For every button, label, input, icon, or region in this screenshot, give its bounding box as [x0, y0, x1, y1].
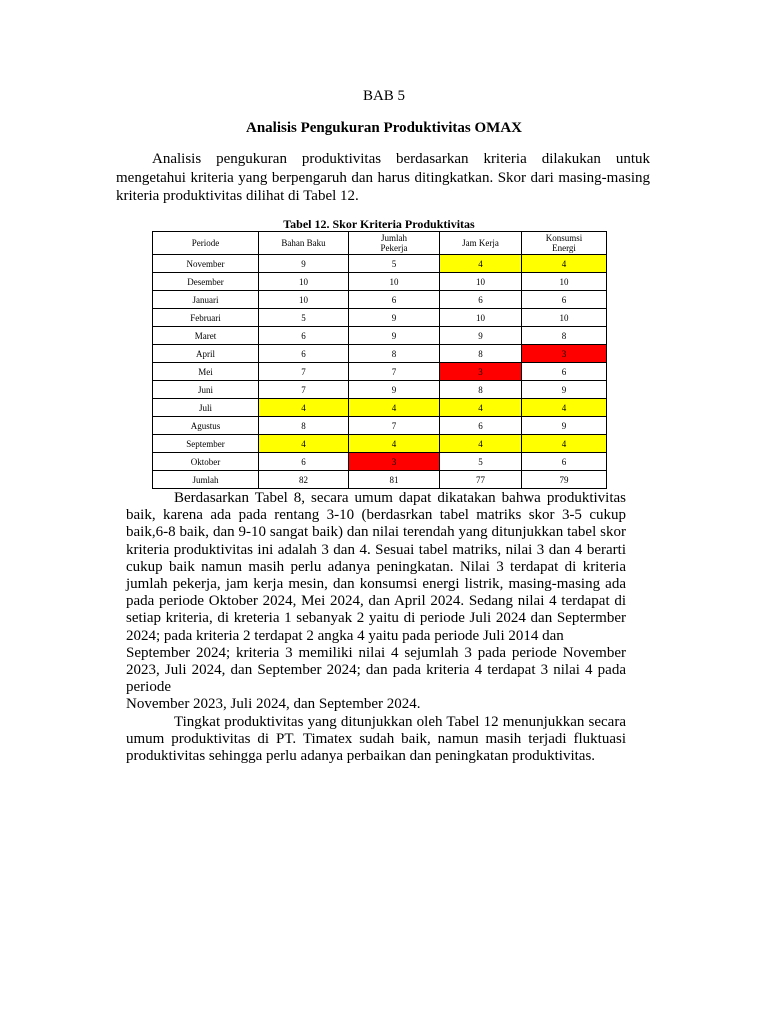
table-body — [153, 255, 607, 489]
score-cell: 79 — [522, 471, 607, 489]
score-cell: 6 — [440, 291, 522, 309]
score-cell: 7 — [259, 363, 349, 381]
score-cell: 8 — [440, 381, 522, 399]
score-cell: 5 — [349, 255, 440, 273]
table-row — [153, 453, 607, 471]
table-caption: Tabel 12. Skor Kriteria Produktivitas — [283, 217, 475, 231]
table-row — [153, 255, 607, 273]
score-cell: 10 — [259, 291, 349, 309]
period-cell: Mei — [153, 363, 259, 381]
score-cell: 82 — [259, 471, 349, 489]
score-cell: 7 — [259, 381, 349, 399]
score-cell: 9 — [522, 381, 607, 399]
discussion-paragraph-2: September 2024; kriteria 3 memiliki nilai 4 sejumlah 3 pada periode November 2023, Juli 2024, dan September 2024; dan pada kriteria 4 terdapat 3 nilai 4 pada periode — [126, 644, 626, 696]
discussion-paragraph-4: Tingkat produktivitas yang ditunjukkan oleh Tabel 12 menunjukkan secara umum produktivitas di PT. Timatex sudah baik, namun masih terjadi fluktuasi produktivitas sehingga perlu adanya perbaikan dan peningkatan produktivitas. — [126, 713, 626, 765]
discussion-paragraph-3: November 2023, Juli 2024, dan September 2024. — [126, 696, 421, 713]
score-cell: 10 — [440, 309, 522, 327]
discussion-text — [126, 490, 626, 765]
chapter-heading: BAB 5 — [362, 88, 406, 104]
score-cell: 3 — [522, 345, 607, 363]
score-cell: 4 — [259, 399, 349, 417]
period-cell: Juli — [153, 399, 259, 417]
score-cell: 9 — [349, 309, 440, 327]
table-row — [153, 327, 607, 345]
score-cell: 10 — [349, 273, 440, 291]
score-cell: 10 — [259, 273, 349, 291]
score-cell: 3 — [440, 363, 522, 381]
table-row — [153, 417, 607, 435]
score-cell: 9 — [349, 381, 440, 399]
score-cell: 81 — [349, 471, 440, 489]
score-cell: 9 — [349, 327, 440, 345]
score-cell: 77 — [440, 471, 522, 489]
score-cell: 4 — [440, 255, 522, 273]
column-header: Bahan Baku — [259, 232, 349, 255]
score-cell: 7 — [349, 417, 440, 435]
period-cell: Agustus — [153, 417, 259, 435]
period-cell: Februari — [153, 309, 259, 327]
discussion-paragraph-1: Berdasarkan Tabel 8, secara umum dapat dikatakan bahwa produktivitas baik, karena ada pada rentang 3-10 (berdasrkan tabel matriks skor 3-5 cukup baik,6-8 baik, dan 9-10 sangat baik) dan nilai terendah yang ditunjukkan tabel skor kriteria produktivitas ini adalah 3 dan 4. Sesuai tabel matriks, nilai 3 dan 4 berarti cukup baik namun masih perlu adanya peningkatan. Nilai 3 terdapat di kriteria jumlah pekerja, jam kerja mesin, dan konsumsi energi listrik, masing-masing ada pada periode Oktober 2024, Mei 2024, dan April 2024. Sedang nilai 4 terdapat di setiap kriteria, di kreteria 1 sebanyak 2 yaitu di periode Juli 2024 dan Septermber 2024; pada kriteria 2 terdapat 2 angka 4 yaitu pada periode Juli 2014 dan — [126, 490, 626, 644]
productivity-score-table — [152, 231, 607, 489]
score-cell: 6 — [259, 453, 349, 471]
score-cell: 5 — [259, 309, 349, 327]
column-header: Konsumsi Energi — [522, 232, 607, 255]
score-cell: 9 — [440, 327, 522, 345]
score-cell: 8 — [522, 327, 607, 345]
column-header: Periode — [153, 232, 259, 255]
table-header-row — [153, 232, 607, 255]
period-cell: Desember — [153, 273, 259, 291]
score-cell: 9 — [522, 417, 607, 435]
period-cell: Maret — [153, 327, 259, 345]
score-cell: 4 — [259, 435, 349, 453]
period-cell: November — [153, 255, 259, 273]
score-cell: 10 — [440, 273, 522, 291]
score-cell: 10 — [522, 273, 607, 291]
score-cell: 8 — [349, 345, 440, 363]
table-row — [153, 291, 607, 309]
period-cell: Juni — [153, 381, 259, 399]
score-cell: 3 — [349, 453, 440, 471]
score-cell: 5 — [440, 453, 522, 471]
score-cell: 8 — [259, 417, 349, 435]
score-cell: 6 — [259, 327, 349, 345]
period-cell: September — [153, 435, 259, 453]
table-row — [153, 381, 607, 399]
period-cell: Jumlah — [153, 471, 259, 489]
table-row — [153, 345, 607, 363]
table-row — [153, 399, 607, 417]
score-cell: 6 — [440, 417, 522, 435]
period-cell: Oktober — [153, 453, 259, 471]
score-cell: 10 — [522, 309, 607, 327]
period-cell: Januari — [153, 291, 259, 309]
score-cell: 4 — [522, 255, 607, 273]
score-cell: 4 — [522, 435, 607, 453]
score-cell: 6 — [349, 291, 440, 309]
column-header: Jam Kerja — [440, 232, 522, 255]
score-cell: 4 — [440, 435, 522, 453]
period-cell: April — [153, 345, 259, 363]
score-cell: 4 — [349, 399, 440, 417]
score-cell: 6 — [259, 345, 349, 363]
score-cell: 6 — [522, 291, 607, 309]
score-cell: 9 — [259, 255, 349, 273]
table-row — [153, 363, 607, 381]
score-cell: 7 — [349, 363, 440, 381]
score-cell: 4 — [349, 435, 440, 453]
table-row — [153, 435, 607, 453]
table-row — [153, 471, 607, 489]
score-cell: 4 — [522, 399, 607, 417]
score-cell: 4 — [440, 399, 522, 417]
score-cell: 6 — [522, 363, 607, 381]
table-row — [153, 309, 607, 327]
table-row — [153, 273, 607, 291]
section-title: Analisis Pengukuran Produktivitas OMAX — [245, 120, 523, 136]
intro-paragraph: Analisis pengukuran produktivitas berdasarkan kriteria dilakukan untuk mengetahui kriteria yang berpengaruh dan harus ditingkatkan. Skor dari masing-masing kriteria produktivitas dilihat di Tabel 12. — [116, 151, 650, 204]
score-cell: 8 — [440, 345, 522, 363]
column-header: Jumlah Pekerja — [349, 232, 440, 255]
score-cell: 6 — [522, 453, 607, 471]
